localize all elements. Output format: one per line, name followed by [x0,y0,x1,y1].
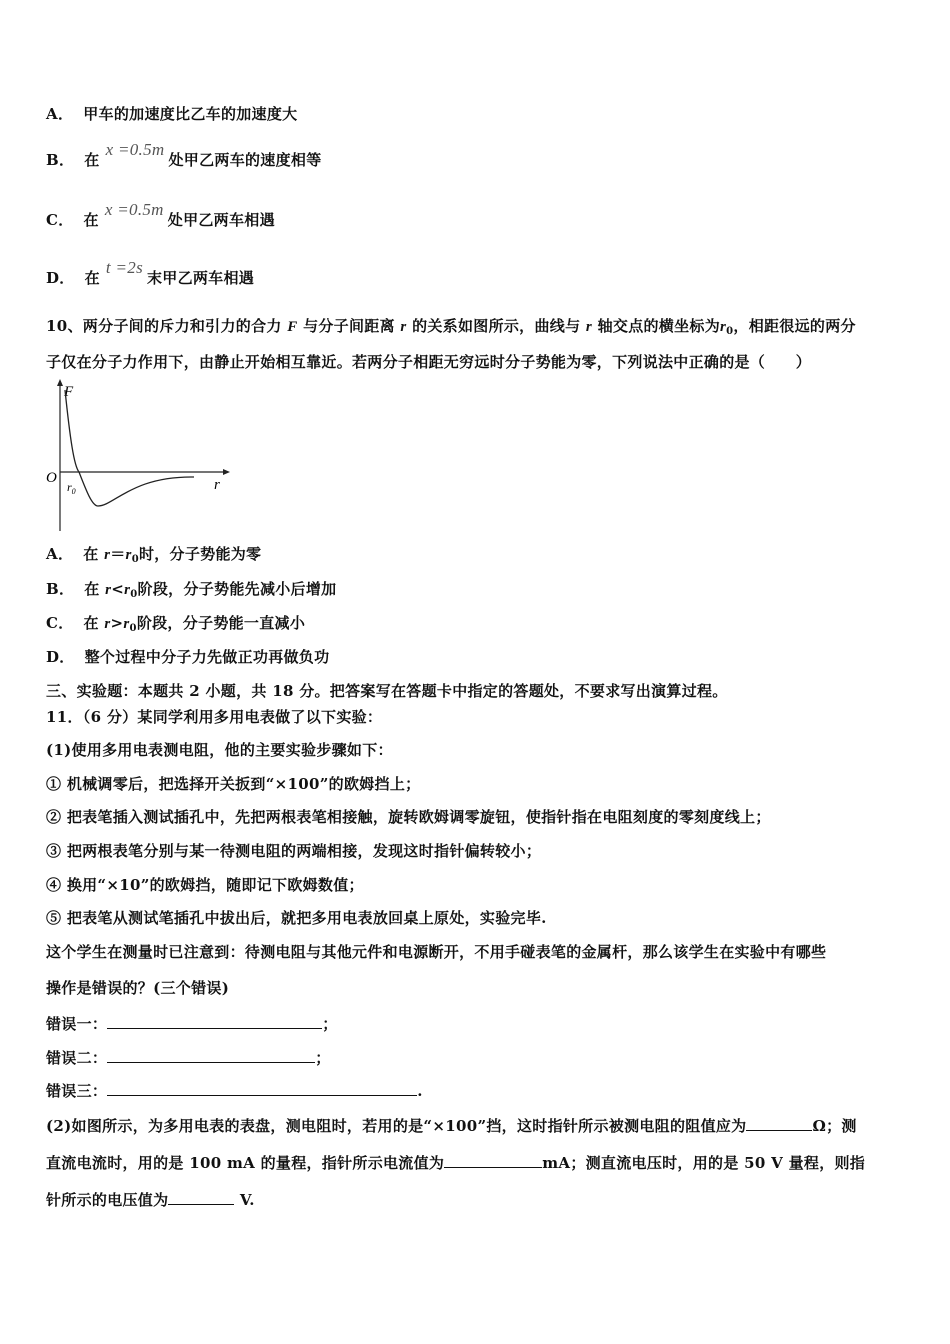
formula-x: x =0.5m [105,140,165,159]
q9-option-b: B． 在x =0.5m处甲乙两车的速度相等 [46,140,322,169]
error-2-blank[interactable] [107,1048,315,1063]
r0-label: $r_0$ [67,480,76,496]
q11-step-5: ⑤ 把表笔从测试笔插孔中拔出后，就把多用电表放回桌上原处，实验完毕. [46,909,547,927]
error-2-line: 错误二： ； [46,1049,331,1067]
q10-option-c: C． 在 $r>r_0$阶段，分子势能一直减小 [46,614,306,634]
q10-option-b: B． 在 $r<r_0$阶段，分子势能先减小后增加 [46,580,337,600]
q11-part2-line1: (2)如图所示，为多用电表的表盘，测电阻时，若用的是“×100”挡，这时指针所示被测电阻的阻值应为 Ω；测 [46,1117,857,1135]
r-axis-arrow [223,469,230,475]
q9-option-c: C． 在x =0.5m处甲乙两车相遇 [46,200,275,229]
voltage-blank[interactable] [168,1190,234,1205]
q11-step-3: ③ 把两根表笔分别与某一待测电阻的两端相接，发现这时指针偏转较小； [46,842,542,860]
origin-label: O [46,470,57,486]
error-1-blank[interactable] [107,1014,322,1029]
q11-part2-line2: 直流电流时，用的是 100 mA 的量程，指针所示电流值为 mA；测直流电压时，用的是 50 V 量程，则指 [46,1154,866,1172]
r-axis-label: r [214,477,220,493]
q11-part2-line3: 针所示的电压值为 V. [46,1191,255,1209]
q9-option-d: D． 在t =2s末甲乙两车相遇 [46,258,255,287]
q9-option-a: A． 甲车的加速度比乙车的加速度大 [46,105,298,123]
force-distance-graph [44,378,234,538]
formula-t: t =2s [105,258,143,277]
error-3-blank[interactable] [107,1081,417,1096]
q11-step-2: ② 把表笔插入测试插孔中，先把两根表笔相接触，旋转欧姆调零旋钮，使指针指在电阻刻度的零刻度线上； [46,808,771,826]
q11-step-4: ④ 换用“×10”的欧姆挡，随即记下欧姆数值； [46,876,364,894]
error-1-line: 错误一： ； [46,1015,338,1033]
section-3-heading: 三、实验题：本题共 2 小题，共 18 分。把答案写在答题卡中指定的答题处，不要求写出演算过程。 [46,682,728,700]
q10-option-d: D． 整个过程中分子力先做正功再做负功 [46,648,330,666]
q10-stem-line2: 子仅在分子力作用下，由静止开始相互靠近。若两分子相距无穷远时分子势能为零，下列说法中正确的是（ ） [46,353,812,371]
q11-note-line2: 操作是错误的？(三个错误) [46,979,230,997]
q10-stem-line1: 10、两分子间的斥力和引力的合力 F 与分子间距离 r 的关系如图所示，曲线与 r 轴交点的横坐标为$r_0$，相距很远的两分 [46,317,856,337]
f-axis-arrow [57,379,63,386]
q11-part1: (1)使用多用电表测电阻，他的主要实验步骤如下： [46,741,393,759]
f-axis-label: F [64,384,74,400]
q11-step-1: ① 机械调零后，把选择开关扳到“×100”的欧姆挡上； [46,775,421,793]
formula-x: x =0.5m [104,200,164,219]
q10-option-a: A． 在 $r=r_0$时，分子势能为零 [46,545,262,565]
resistance-blank[interactable] [746,1116,812,1131]
force-curve [65,390,194,506]
current-blank[interactable] [444,1153,542,1168]
q11-head: 11．（6 分）某同学利用多用电表做了以下实验： [46,708,383,726]
error-3-line: 错误三： . [46,1082,423,1100]
q11-note-line1: 这个学生在测量时已注意到：待测电阻与其他元件和电源断开，不用手碰表笔的金属杆，那么该学生在实验中有哪些 [46,943,827,961]
